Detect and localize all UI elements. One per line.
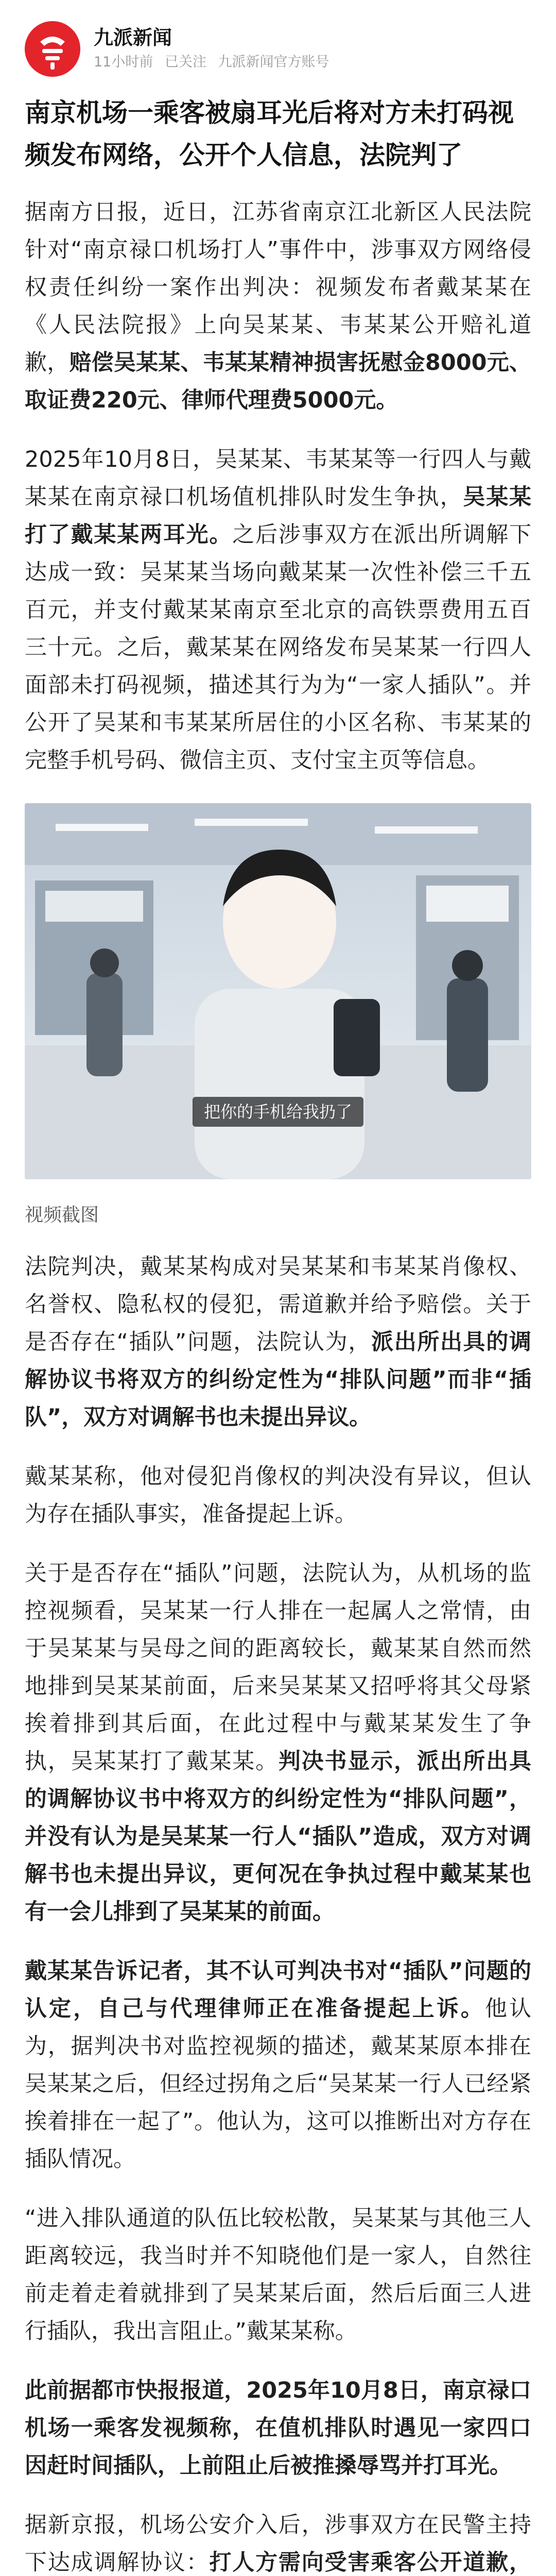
video-subtitle-overlay: 把你的手机给我扔了 bbox=[193, 1097, 363, 1127]
paragraph-6-text: 他认为，据判决书对监控视频的描述，戴某某原本排在吴某某之后，但经过拐角之后“吴某某一行人已经紧挨着排在一起了”。他认为，这可以推断出对方存在插队情况。 bbox=[25, 1996, 532, 2172]
source-avatar[interactable] bbox=[25, 21, 80, 77]
account-description: 九派新闻官方账号 bbox=[218, 54, 329, 70]
paragraph-2-bold: 吴某某打了戴某某两耳光。 bbox=[25, 484, 532, 548]
paragraph-8-bold: 此前据都市快报报道，2025年10月8日，南京禄口机场一乘客发视频称，在值机排队时遇见一家四口因赶时间插队，上前阻止后被推搡辱骂并打耳光。 bbox=[25, 2378, 531, 2479]
publish-time: 11小时前 bbox=[94, 54, 153, 70]
jiupai-logo-icon bbox=[25, 21, 80, 77]
follow-status[interactable]: 已关注 bbox=[164, 54, 206, 70]
paragraph-9-bold: 打人方需向受害乘客公开道歉， bbox=[209, 2550, 532, 2575]
paragraph-3 bbox=[25, 1248, 531, 1436]
article-header bbox=[25, 0, 531, 88]
paragraph-1-text: 据南方日报，近日，江苏省南京江北新区人民法院针对“南京禄口机场打人”事件中，涉事双方网络侵权责任纠纷一案作出判决：视频发布者戴某某在《人民法院报》上向吴某某、韦某某公开赔礼道歉， bbox=[25, 199, 531, 376]
paragraph-3-bold: 派出所出具的调解协议书将双方的纠纷定性为“排队问题”而非“插队”，双方对调解书也未提出异议。 bbox=[25, 1329, 531, 1430]
paragraph-1-bold: 赔偿吴某某、韦某某精神损害抚慰金8000元、取证费220元、律师代理费5000元。 bbox=[25, 350, 531, 413]
video-screenshot[interactable] bbox=[25, 803, 531, 1179]
paragraph-2-text-a: 2025年10月8日，吴某某、韦某某等一行四人与戴某某在南京禄口机场值机排队时发生争执， bbox=[25, 447, 531, 510]
paragraph-2 bbox=[25, 441, 531, 779]
paragraph-3-text: 法院判决，戴某某构成对吴某某和韦某某肖像权、名誉权、隐私权的侵犯，需道歉并给予赔偿。关于是否存在“插队”问题，法院认为， bbox=[25, 1254, 531, 1355]
paragraph-4: 戴某某称，他对侵犯肖像权的判决没有异议，但认为存在插队事实，准备提起上诉。 bbox=[25, 1464, 531, 1527]
paragraph-7: “进入排队通道的队伍比较松散，吴某某与其他三人距离较远，我当时并不知晓他们是一家人，自然往前走着走着就排到了吴某某后面，然后后面三人进行插队，我出言阻止。”戴某某称。 bbox=[25, 2206, 531, 2344]
paragraph-6 bbox=[25, 1953, 531, 2178]
header-meta bbox=[94, 25, 337, 73]
source-name[interactable]: 九派新闻 bbox=[94, 26, 172, 49]
paragraph-5-bold: 判决书显示，派出所出具的调解协议书中将双方的纠纷定性为“排队问题”，并没有认为是吴某某一行人“插队”造成，双方对调解书也未提出异议，更何况在争执过程中戴某某也有一会儿排到了吴某某的前面。 bbox=[25, 1749, 532, 1925]
paragraph-8 bbox=[25, 2372, 531, 2485]
paragraph-6-bold: 戴某某告诉记者，其不认可判决书对“插队”问题的认定，自己与代理律师正在准备提起上诉。 bbox=[25, 1958, 531, 2022]
paragraph-9-text-a: 据新京报，机场公安介入后，涉事双方在民警主持下达成调解协议： bbox=[25, 2512, 531, 2575]
paragraph-9 bbox=[25, 2506, 531, 2576]
paragraph-5-text: 关于是否存在“插队”问题，法院认为，从机场的监控视频看，吴某某一行人排在一起属人之常情，由于吴某某与吴母之间的距离较长，戴某某自然而然地排到吴某某前面，后来吴某某又招呼将其父母紧挨着排到其后面，在此过程中与戴某某发生了争执，吴某某打了戴某某。 bbox=[25, 1561, 531, 1774]
paragraph-1 bbox=[25, 194, 531, 419]
photo-caption: 视频截图 bbox=[25, 1205, 99, 1226]
paragraph-2-text-c: 之后涉事双方在派出所调解下达成一致：吴某某当场向戴某某一次性补偿三千五百元，并支付戴某某南京至北京的高铁票费用五百三十元。之后，戴某某在网络发布吴某某一行四人面部未打码视频，描述其行为为“一家人插队”。并公开了吴某和韦某某所居住的小区名称、韦某某的完整手机号码、微信主页、支付宝主页等信息。 bbox=[25, 522, 532, 773]
article-title: 南京机场一乘客被扇耳光后将对方未打码视频发布网络，公开个人信息，法院判了 bbox=[25, 98, 514, 170]
meta-line bbox=[94, 52, 337, 73]
paragraph-5 bbox=[25, 1555, 531, 1931]
